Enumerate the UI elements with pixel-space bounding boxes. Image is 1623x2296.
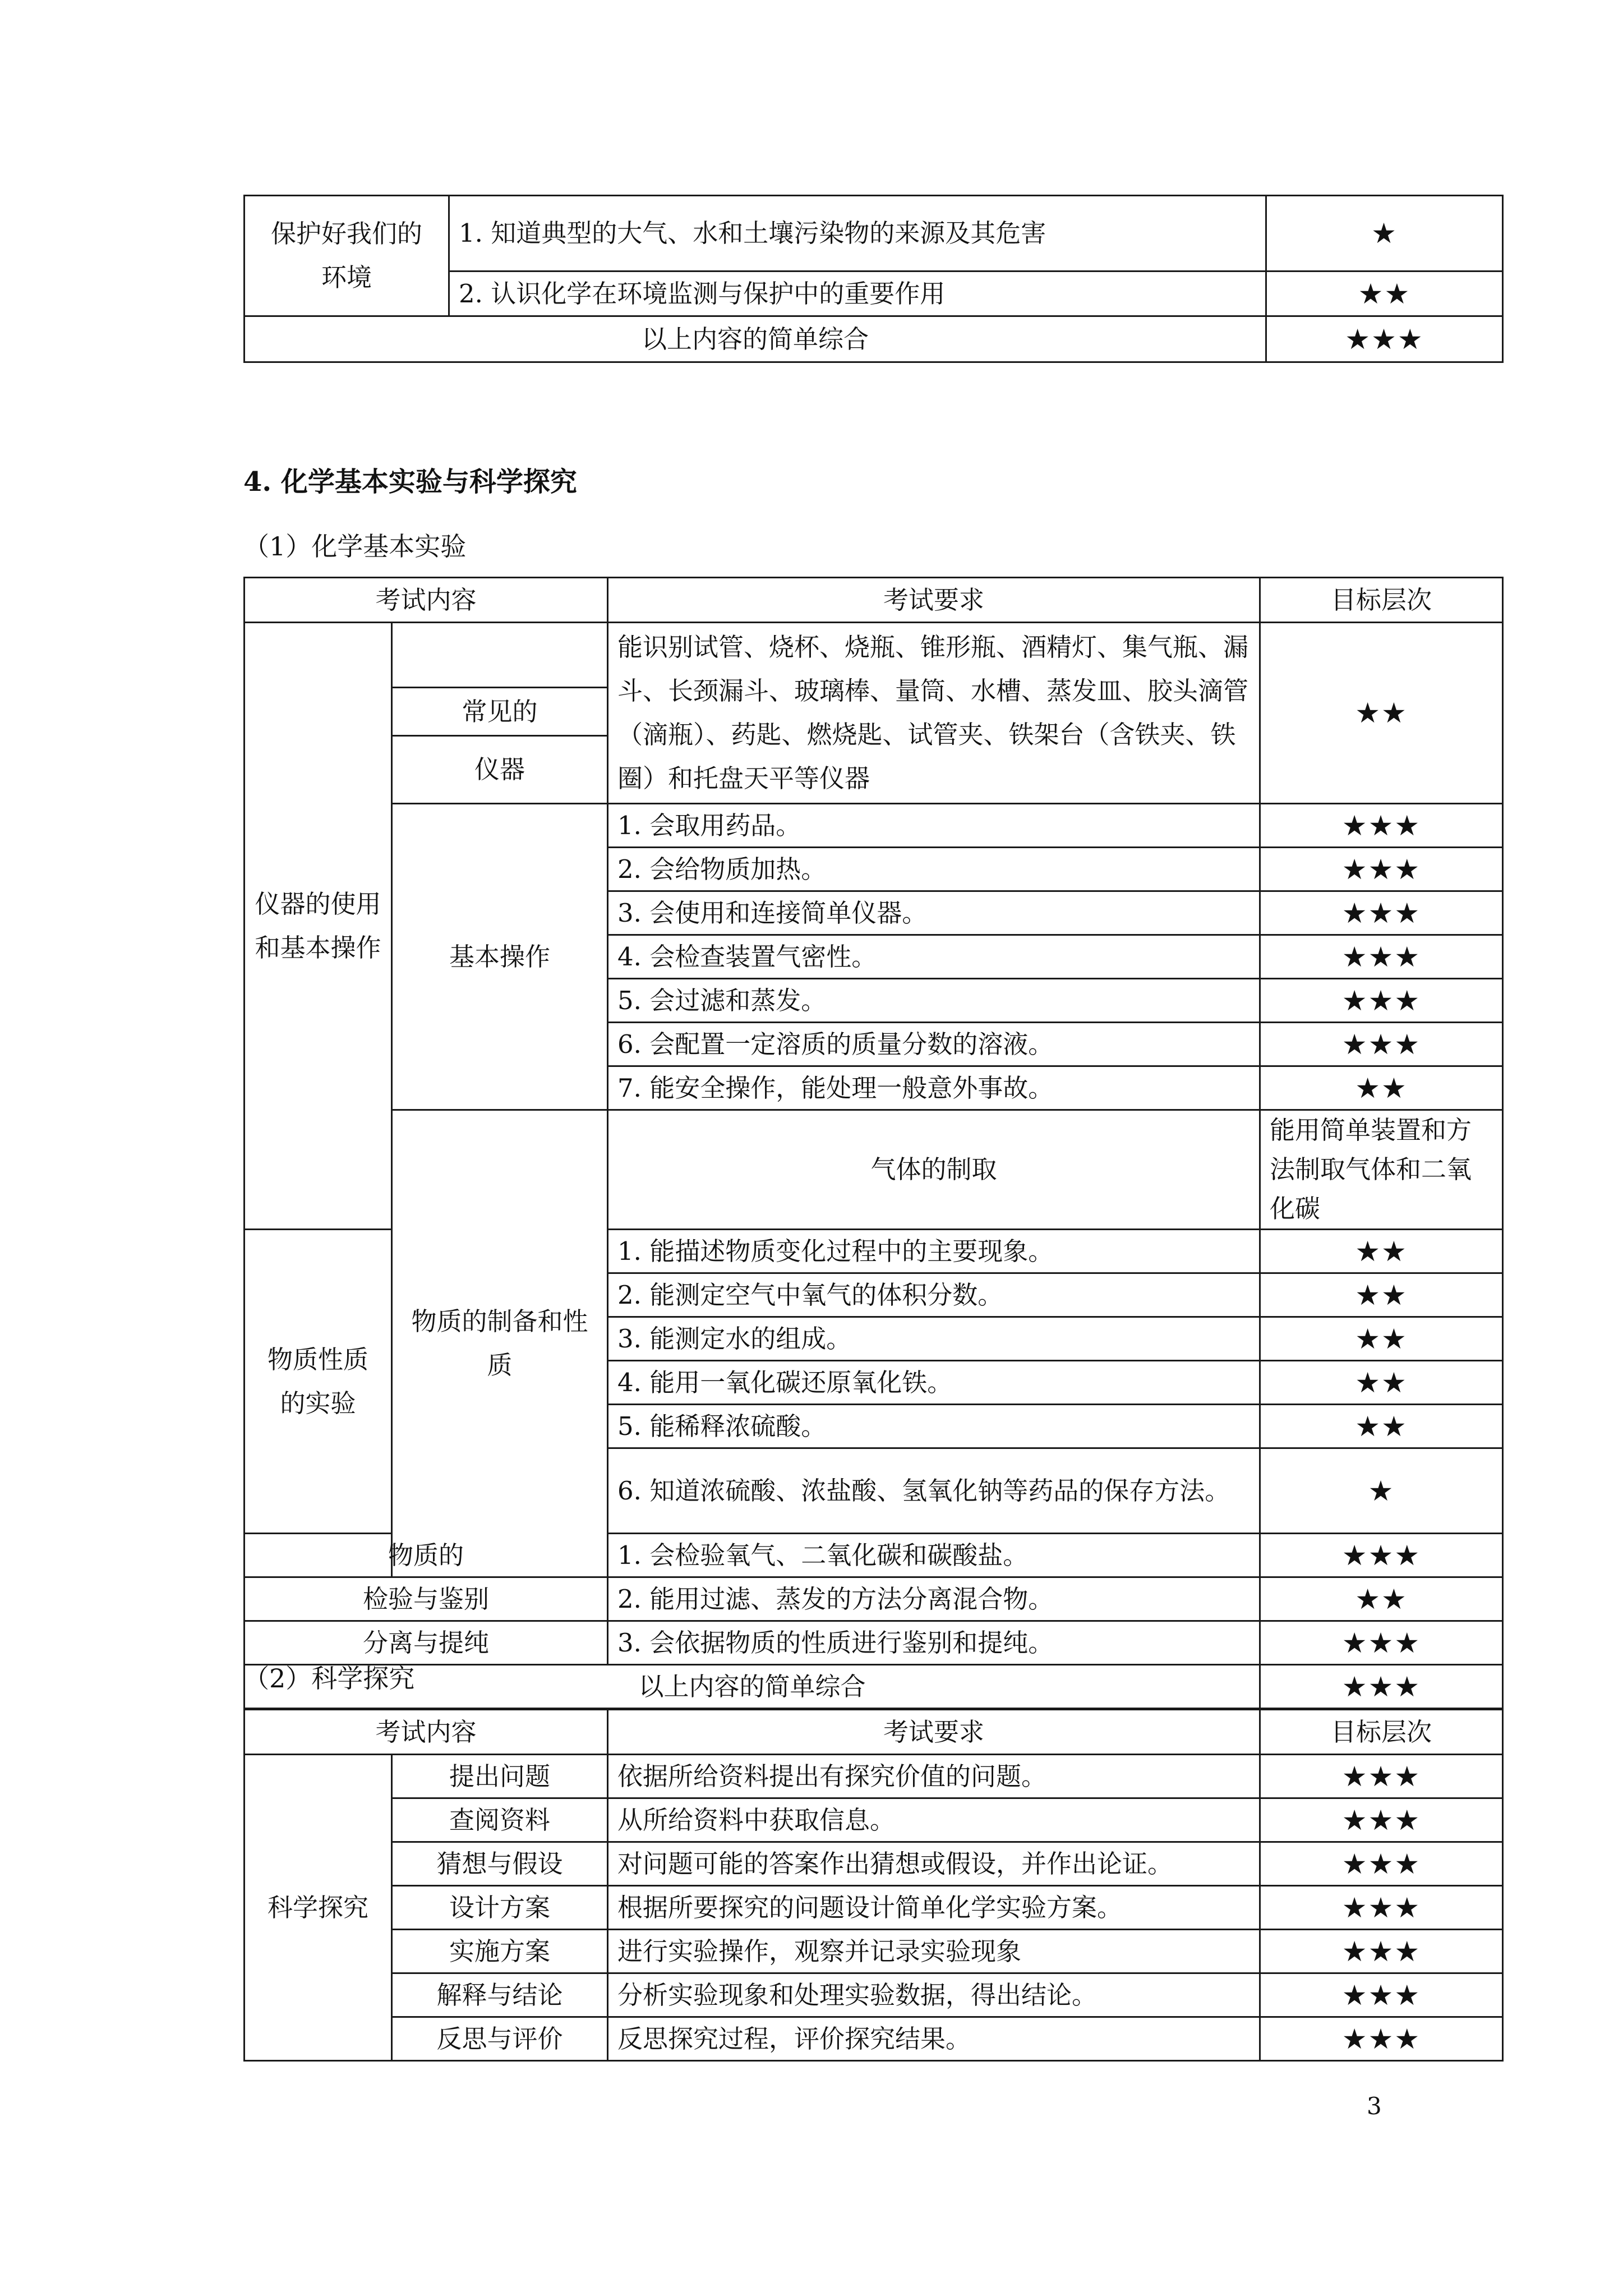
level-cell: ★★★: [1260, 1755, 1503, 1798]
inquiry-item: 猜想与假设: [392, 1842, 608, 1886]
group-protect-environment: 保护好我们的环境: [245, 196, 449, 316]
level-cell: ★★★: [1260, 935, 1503, 979]
summary-level-cell: ★★★: [1266, 316, 1503, 362]
requirement-cell: 2. 会给物质加热。: [608, 848, 1260, 891]
requirement-cell: 根据所要探究的问题设计简单化学实验方案。: [608, 1886, 1260, 1930]
level-cell: ★★★: [1260, 1886, 1503, 1930]
level-cell: ★★: [1260, 1577, 1503, 1621]
subsection-title: （2）科学探究: [243, 1663, 415, 1694]
level-cell: ★★★: [1260, 848, 1503, 891]
inquiry-item: 实施方案: [392, 1930, 608, 1973]
requirement-cell: 6. 知道浓硫酸、浓盐酸、氢氧化钠等药品的保存方法。: [608, 1448, 1260, 1534]
inquiry-item: 设计方案: [392, 1886, 608, 1930]
summary-level-cell: ★★★: [1260, 1665, 1503, 1709]
level-cell: ★★★: [1260, 2017, 1503, 2061]
level-cell: ★★★: [1260, 1930, 1503, 1973]
requirement-cell: 4. 能用一氧化碳还原氧化铁。: [608, 1361, 1260, 1405]
subsection-title: （1）化学基本实验: [243, 531, 467, 562]
requirement-cell: 7. 能安全操作，能处理一般意外事故。: [608, 1066, 1260, 1110]
level-cell: ★★: [1260, 1405, 1503, 1448]
level-cell: ★★: [1260, 1230, 1503, 1273]
level-cell: ★★★: [1260, 1621, 1503, 1665]
requirement-cell: 进行实验操作，观察并记录实验现象: [608, 1930, 1260, 1973]
basic-operation-label: 基本操作: [392, 804, 608, 1110]
requirement-cell: 5. 会过滤和蒸发。: [608, 979, 1260, 1023]
requirement-cell: 对问题可能的答案作出猜想或假设，并作出论证。: [608, 1842, 1260, 1886]
level-cell: ★★★: [1260, 1023, 1503, 1066]
inquiry-item: 提出问题: [392, 1755, 608, 1798]
requirement-cell: 反思探究过程，评价探究结果。: [608, 2017, 1260, 2061]
instruments-level: ★★: [1260, 623, 1503, 804]
requirement-cell: 1. 会检验氧气、二氧化碳和碳酸盐。: [608, 1534, 1260, 1577]
requirement-cell: 依据所给资料提出有探究价值的问题。: [608, 1755, 1260, 1798]
header-content: 考试内容: [245, 1710, 608, 1755]
level-cell: ★★: [1260, 1066, 1503, 1110]
header-content: 考试内容: [245, 578, 608, 623]
gas-preparation-label: 气体的制取: [608, 1110, 1260, 1230]
header-level: 目标层次: [1260, 578, 1503, 623]
inquiry-item: 解释与结论: [392, 1973, 608, 2017]
inspection-label-2: 检验与鉴别: [245, 1577, 608, 1621]
level-cell: ★★: [1260, 1361, 1503, 1405]
group-instrument-operation: 仪器的使用和基本操作: [245, 623, 392, 1230]
instrument-label-line2: 仪器: [392, 736, 608, 804]
instrument-label-spacer: [392, 623, 608, 688]
instrument-label-line1: 常见的: [392, 688, 608, 736]
requirement-cell: 1. 能描述物质变化过程中的主要现象。: [608, 1230, 1260, 1273]
requirement-cell: 1. 会取用药品。: [608, 804, 1260, 848]
requirement-cell: 2. 认识化学在环境监测与保护中的重要作用: [449, 272, 1266, 316]
inquiry-item: 反思与评价: [392, 2017, 608, 2061]
header-requirement: 考试要求: [608, 578, 1260, 623]
requirement-cell: 6. 会配置一定溶质的质量分数的溶液。: [608, 1023, 1260, 1066]
summary-cell: 以上内容的简单综合: [245, 1665, 1260, 1709]
level-cell: ★★★: [1260, 1842, 1503, 1886]
instruments-requirement: 能识别试管、烧杯、烧瓶、锥形瓶、酒精灯、集气瓶、漏斗、长颈漏斗、玻璃棒、量筒、水槽、蒸发皿、胶头滴管（滴瓶）、药匙、燃烧匙、试管夹、铁架台（含铁夹、铁圈）和托盘天平等仪器: [608, 623, 1260, 804]
level-cell: ★★: [1260, 1273, 1503, 1317]
requirement-cell: 3. 会使用和连接简单仪器。: [608, 891, 1260, 935]
level-cell: ★: [1266, 196, 1503, 272]
requirement-cell: 2. 能测定空气中氧气的体积分数。: [608, 1273, 1260, 1317]
level-cell: ★★: [1260, 1317, 1503, 1361]
group-preparation-properties: 物质的制备和性质: [392, 1110, 608, 1577]
requirement-cell: 3. 会依据物质的性质进行鉴别和提纯。: [608, 1621, 1260, 1665]
summary-cell: 以上内容的简单综合: [245, 316, 1266, 362]
requirement-cell: 2. 能用过滤、蒸发的方法分离混合物。: [608, 1577, 1260, 1621]
basic-experiment-table: [243, 577, 1504, 1709]
group-scientific-inquiry: 科学探究: [245, 1755, 392, 2061]
level-cell: ★★: [1266, 272, 1503, 316]
level-cell: ★★★: [1260, 891, 1503, 935]
requirement-cell: 4. 会检查装置气密性。: [608, 935, 1260, 979]
property-experiment-label: 物质性质的实验: [245, 1230, 392, 1534]
inspection-label-1: 物质的: [245, 1534, 608, 1577]
requirement-cell: 5. 能稀释浓硫酸。: [608, 1405, 1260, 1448]
header-level: 目标层次: [1260, 1710, 1503, 1755]
level-cell: ★★★: [1260, 1973, 1503, 2017]
header-requirement: 考试要求: [608, 1710, 1260, 1755]
page-number: 3: [1367, 2092, 1382, 2120]
requirement-cell: 能用简单装置和方法制取气体和二氧化碳: [1260, 1110, 1503, 1230]
level-cell: ★★★: [1260, 1534, 1503, 1577]
section-heading: 4. 化学基本实验与科学探究: [243, 466, 577, 498]
requirement-cell: 3. 能测定水的组成。: [608, 1317, 1260, 1361]
level-cell: ★★★: [1260, 979, 1503, 1023]
level-cell: ★: [1260, 1448, 1503, 1534]
requirement-cell: 1. 知道典型的大气、水和土壤污染物的来源及其危害: [449, 196, 1266, 272]
level-cell: ★★★: [1260, 1798, 1503, 1842]
inspection-label-3: 分离与提纯: [245, 1621, 608, 1665]
level-cell: ★★★: [1260, 804, 1503, 848]
requirement-cell: 分析实验现象和处理实验数据，得出结论。: [608, 1973, 1260, 2017]
environment-table: [243, 195, 1504, 363]
scientific-inquiry-table: [243, 1709, 1504, 2062]
inquiry-item: 查阅资料: [392, 1798, 608, 1842]
requirement-cell: 从所给资料中获取信息。: [608, 1798, 1260, 1842]
